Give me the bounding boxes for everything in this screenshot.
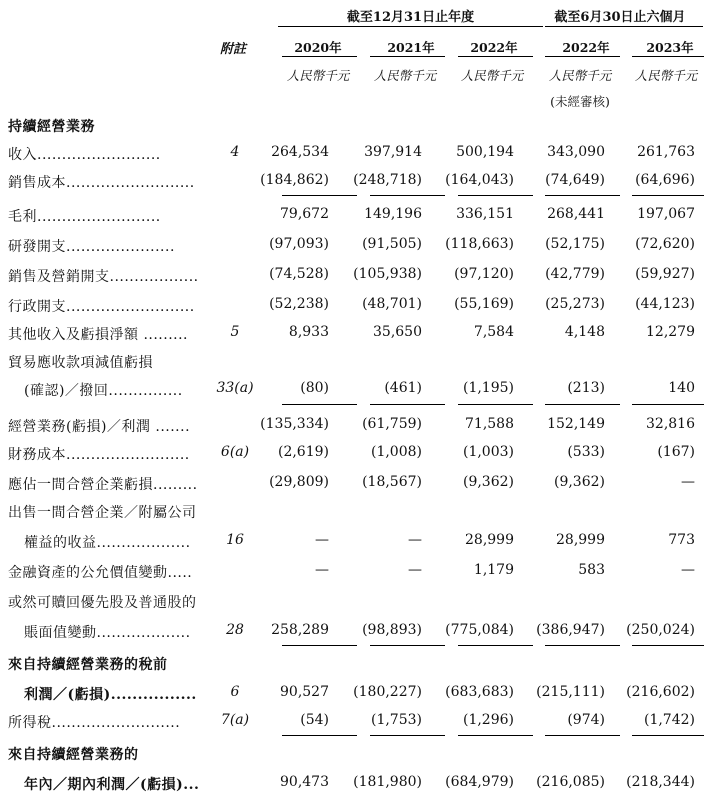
row-value: (1,195) (462, 380, 514, 396)
row-value: 583 (578, 562, 605, 578)
row-value: (59,927) (635, 266, 695, 282)
row-value: 7,584 (473, 324, 514, 340)
table-row (0, 562, 710, 582)
row-label: 利潤／(虧損)................ (24, 687, 197, 703)
subtotal-rule (370, 404, 445, 405)
row-value: 397,914 (364, 144, 422, 160)
subtotal-rule (370, 735, 445, 736)
row-value: — (315, 532, 329, 548)
row-label: 應佔一間合營企業虧損......... (8, 477, 198, 493)
row-value: (180,227) (353, 684, 422, 700)
unit-label: 人民幣千元 (548, 68, 612, 83)
year-header-rule (458, 56, 533, 57)
row-value: (52,175) (545, 236, 605, 252)
subtotal-rule (545, 645, 620, 646)
row-value: (61,759) (362, 416, 422, 432)
row-value: 343,090 (547, 144, 605, 160)
row-value: 12,279 (646, 324, 695, 340)
year-header-rule (632, 56, 704, 57)
row-value: 90,527 (280, 684, 329, 700)
row-value: (42,779) (545, 266, 605, 282)
subtotal-rule (458, 645, 533, 646)
row-label: 或然可贖回優先股及普通股的 (8, 595, 197, 611)
subtotal-rule (458, 195, 533, 196)
row-value: — (315, 562, 329, 578)
row-value: (250,024) (626, 622, 695, 638)
group-header-rule (278, 26, 543, 27)
row-label: 銷售及營銷開支.................. (8, 269, 199, 285)
row-value: (181,980) (353, 774, 422, 790)
row-value: (74,649) (545, 172, 605, 188)
row-note: 16 (226, 532, 244, 548)
row-value: — (408, 532, 422, 548)
row-value: 4,148 (564, 324, 605, 340)
row-value: 32,816 (646, 416, 695, 432)
row-value: 79,672 (280, 206, 329, 222)
table-row (0, 684, 710, 704)
row-note: 7(a) (220, 712, 250, 728)
row-label: (確認)／撥回............... (24, 383, 183, 399)
table-row (0, 172, 710, 192)
unit-label: 人民幣千元 (373, 68, 437, 83)
row-value: (533) (567, 444, 605, 460)
group-header-six-months: 截至6月30日止六個月 (554, 10, 686, 25)
group-header-rule (545, 26, 703, 27)
row-value: (9,362) (462, 474, 514, 490)
table-row (0, 712, 710, 732)
year-header: 2020年 (294, 40, 342, 55)
row-value: (72,620) (635, 236, 695, 252)
row-value: 28,999 (465, 532, 514, 548)
row-label: 毛利......................... (8, 209, 161, 225)
row-value: 140 (668, 380, 695, 396)
row-value: (97,120) (454, 266, 514, 282)
row-note: 28 (226, 622, 244, 638)
row-value: 773 (668, 532, 695, 548)
row-value: (684,979) (445, 774, 514, 790)
row-label: 所得稅.......................... (8, 715, 181, 731)
row-value: (974) (567, 712, 605, 728)
row-value: (164,043) (445, 172, 514, 188)
row-value: (213) (567, 380, 605, 396)
row-value: 264,534 (271, 144, 329, 160)
table-row (0, 654, 710, 674)
row-value: (52,238) (269, 296, 329, 312)
table-row (0, 144, 710, 164)
table-row (0, 380, 710, 400)
subtotal-rule (458, 735, 533, 736)
row-value: (105,938) (353, 266, 422, 282)
row-note: 6(a) (220, 444, 250, 460)
row-value: (218,344) (626, 774, 695, 790)
row-label: 來自持續經營業務的稅前 (8, 657, 168, 673)
row-label: 持續經營業務 (8, 119, 95, 135)
row-label: 年內／期內利潤／(虧損)... (24, 777, 200, 793)
row-value: (80) (300, 380, 329, 396)
subtotal-rule (545, 735, 620, 736)
row-value: (29,809) (269, 474, 329, 490)
note-column-header: 附註 (220, 42, 247, 57)
subtotal-rule (632, 195, 704, 196)
table-row (0, 296, 710, 316)
row-value: 258,289 (271, 622, 329, 638)
row-value: (48,701) (362, 296, 422, 312)
row-label: 行政開支.......................... (8, 299, 195, 315)
row-value: 8,933 (288, 324, 329, 340)
table-row (0, 622, 710, 642)
row-value: (215,111) (536, 684, 605, 700)
row-label: 經營業務(虧損)／利潤 ....... (8, 419, 191, 435)
group-header-year-end: 截至12月31日止年度 (346, 10, 475, 25)
subtotal-rule (545, 404, 620, 405)
row-value: (91,505) (362, 236, 422, 252)
row-value: (1,753) (370, 712, 422, 728)
row-value: (683,683) (445, 684, 514, 700)
row-label: 貿易應收款項減值虧損 (8, 355, 153, 371)
row-value: (97,093) (269, 236, 329, 252)
row-note: 33(a) (216, 380, 254, 396)
subtotal-rule (282, 735, 357, 736)
row-value: (25,273) (545, 296, 605, 312)
subtotal-rule (458, 404, 533, 405)
subtotal-rule (370, 195, 445, 196)
subtotal-rule (282, 645, 357, 646)
row-value: (135,334) (260, 416, 329, 432)
row-value: (1,008) (370, 444, 422, 460)
year-header: 2021年 (387, 40, 435, 55)
row-value: (386,947) (536, 622, 605, 638)
row-value: (216,602) (626, 684, 695, 700)
row-value: — (681, 562, 695, 578)
row-value: (184,862) (260, 172, 329, 188)
table-row (0, 592, 710, 612)
row-note: 5 (230, 324, 240, 340)
row-value: 152,149 (547, 416, 605, 432)
row-note: 4 (230, 144, 240, 160)
row-label: 銷售成本.......................... (8, 175, 195, 191)
row-value: (74,528) (269, 266, 329, 282)
year-header-rule (545, 56, 620, 57)
year-header: 2023年 (646, 40, 694, 55)
row-value: — (408, 562, 422, 578)
table-row (0, 502, 710, 522)
table-row (0, 116, 710, 136)
subtotal-rule (282, 195, 357, 196)
table-row (0, 266, 710, 286)
row-value: — (681, 474, 695, 490)
row-value: (9,362) (553, 474, 605, 490)
row-value: 268,441 (547, 206, 605, 222)
year-header-rule (282, 56, 357, 57)
row-label: 金融資產的公允價值變動..... (8, 565, 193, 581)
table-row (0, 744, 710, 764)
row-value: (44,123) (635, 296, 695, 312)
row-label: 收入......................... (8, 147, 161, 163)
subtotal-rule (632, 645, 704, 646)
table-row (0, 532, 710, 552)
unit-label: 人民幣千元 (634, 68, 698, 83)
row-label: 權益的收益................... (24, 535, 191, 551)
unaudited-label: (未經審核) (550, 94, 610, 109)
row-value: 90,473 (280, 774, 329, 790)
subtotal-rule (632, 735, 704, 736)
row-value: (18,567) (362, 474, 422, 490)
row-value: (55,169) (454, 296, 514, 312)
row-value: (216,085) (536, 774, 605, 790)
row-value: (1,003) (462, 444, 514, 460)
row-value: (118,663) (445, 236, 514, 252)
table-row (0, 416, 710, 436)
row-value: (1,296) (462, 712, 514, 728)
year-header: 2022年 (470, 40, 518, 55)
year-header: 2022年 (562, 40, 610, 55)
row-label: 財務成本......................... (8, 447, 190, 463)
row-value: 35,650 (373, 324, 422, 340)
row-value: 149,196 (364, 206, 422, 222)
row-value: (98,893) (362, 622, 422, 638)
row-label: 出售一間合營企業／附屬公司 (8, 505, 197, 521)
row-label: 研發開支...................... (8, 239, 175, 255)
row-label: 來自持續經營業務的 (8, 747, 139, 763)
year-header-rule (370, 56, 445, 57)
subtotal-rule (282, 404, 357, 405)
row-value: 500,194 (456, 144, 514, 160)
row-label: 其他收入及虧損淨額 ......... (8, 327, 189, 343)
row-note: 6 (230, 684, 240, 700)
row-value: 336,151 (456, 206, 514, 222)
table-row (0, 206, 710, 226)
table-row (0, 444, 710, 464)
subtotal-rule (632, 404, 704, 405)
row-value: (167) (657, 444, 695, 460)
row-value: 1,179 (473, 562, 514, 578)
unit-label: 人民幣千元 (460, 68, 524, 83)
row-value: (2,619) (277, 444, 329, 460)
row-value: 197,067 (637, 206, 695, 222)
table-row (0, 474, 710, 494)
subtotal-rule (545, 195, 620, 196)
row-value: (54) (300, 712, 329, 728)
table-row (0, 774, 710, 794)
row-value: (64,696) (635, 172, 695, 188)
row-label: 賬面值變動................... (24, 625, 191, 641)
row-value: 261,763 (637, 144, 695, 160)
row-value: 71,588 (465, 416, 514, 432)
row-value: (775,084) (445, 622, 514, 638)
subtotal-rule (370, 645, 445, 646)
unit-label: 人民幣千元 (286, 68, 350, 83)
table-row (0, 236, 710, 256)
table-row (0, 352, 710, 372)
row-value: 28,999 (556, 532, 605, 548)
row-value: (1,742) (643, 712, 695, 728)
table-row (0, 324, 710, 344)
row-value: (248,718) (353, 172, 422, 188)
row-value: (461) (384, 380, 422, 396)
